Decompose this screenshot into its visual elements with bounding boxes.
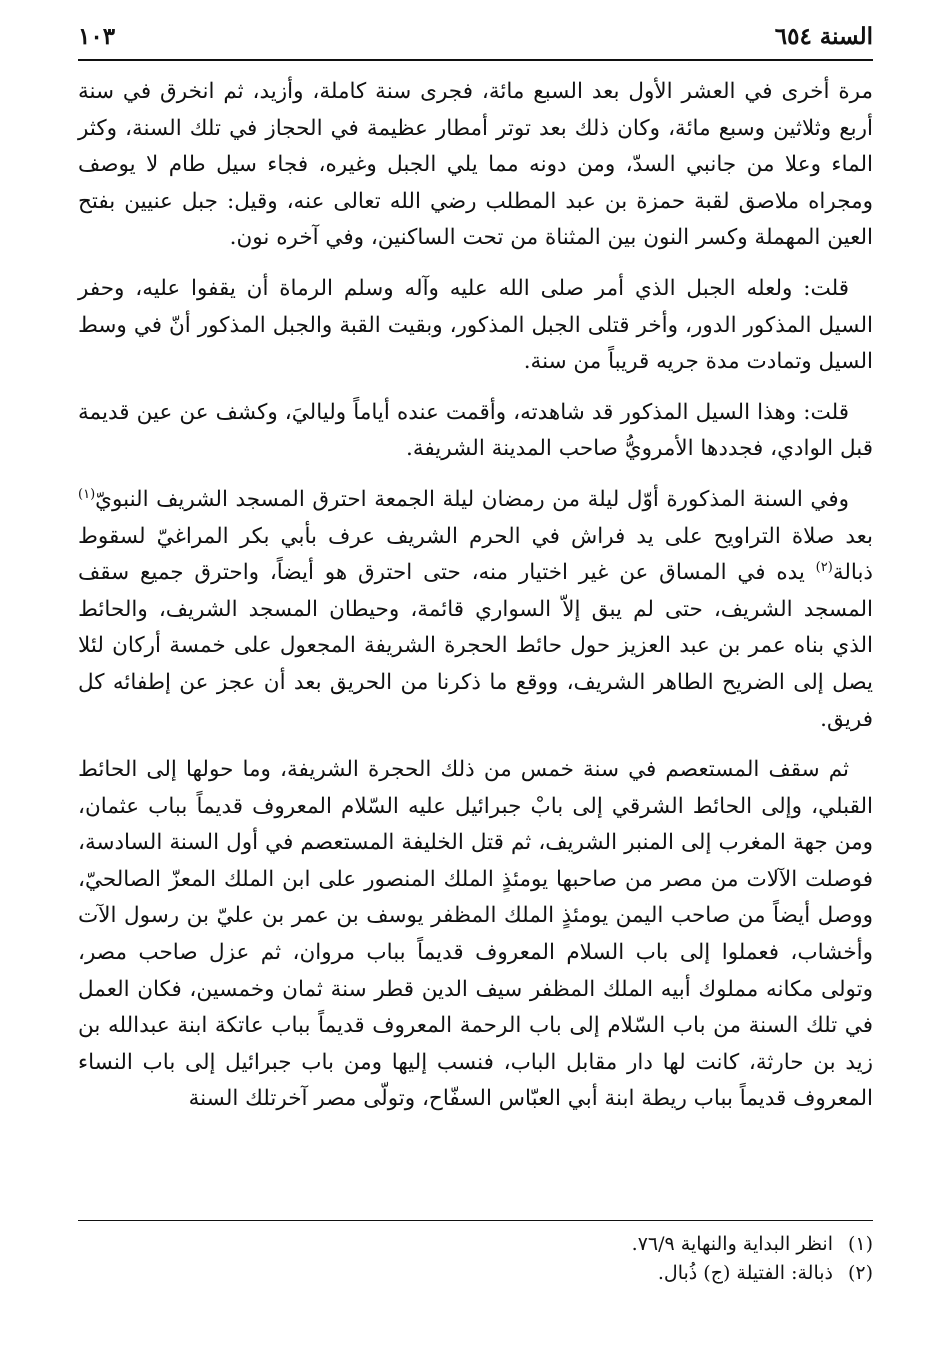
fire-text-3: يده في المساق عن غير اختيار منه، حتى احترق هو أيضاً، واحترق جميع سقف المسجد الشريف، حتى لم يبق إلاّ السواري قائمة، وحيطان المسجد الشريف، والحائط الذي بناه عمر بن عبد العزيز حول حائط الحجرة الشريفة المجعول على خمسة أركان لئلا يصل إلى الضريح الطاهر الشريف، ووقع ما ذكرنا من الحريق بعد أن عجز عن إطفائه كل فريق. (78, 560, 873, 732)
footnote-rule (78, 1220, 873, 1221)
footnote-number: (٢) (847, 1262, 873, 1284)
fire-text-2: بعد صلاة التراويح على يد فراش في الحرم الشريف عرف بأبي بكر المراغيّ لسقوط ذبالة (78, 523, 873, 586)
page-number: ١٠٣ (78, 23, 116, 50)
footnote-number: (١) (847, 1233, 873, 1255)
paragraph-roof: ثم سقف المستعصم في سنة خمس من ذلك الحجرة الشريفة، وما حولها إلى الحائط القبلي، وإلى الحائط الشرقي إلى بابْ جبرائيل عليه السّلام المعروف قديماً بباب عثمان، ومن جهة المغرب إلى المنبر الشريف، ثم قتل الخليفة المستعصم في أول السنة السادسة، فوصلت الآلات من مصر من صاحبها يومئذٍ الملك المنصور على ابن الملك المعزّ الصالحيّ، ووصل أيضاً من صاحب اليمن يومئذٍ الملك المظفر يوسف بن عمر بن عليّ بن رسول الآت وأخشاب، فعملوا إلى باب السلام المعروف قديماً بباب مروان، ثم عزل صاحب مصر، وتولى مكانه مملوك أبيه الملك المظفر سيف الدين قطر سنة ثمان وخمسين، فكان العمل في تلك السنة من باب السّلام إلى باب الرحمة المعروف قديماً بباب عاتكة ابنة عبدالله بن زيد بن حارثة، كانت لها دار مقابل الباب، فنسب إليها ومن باب جبرائيل إلى باب النساء المعروف قديماً بباب ريطة ابنة أبي العبّاس السفّاح، وتولّى مصر آخرتلك السنة (78, 757, 873, 1112)
footnote-1 (78, 1230, 873, 1259)
footnotes (78, 1230, 873, 1288)
footnote-area (78, 22, 873, 1342)
footnote-text: ذبالة: الفتيلة (ج) ذُبال. (657, 1262, 833, 1284)
paragraph-mountain: قلت: ولعله الجبل الذي أمر صلى الله عليه وآله وسلم الرماة أن يقفوا عليه، وحفر السيل المذكور الدور، وأخر قتلى الجبل المذكور، وبقيت القبة والجبل المذكور أنّ في وسط السيل وتمادت مدة جريه قريباً من سنة. (78, 275, 873, 375)
footnote-ref-2[interactable]: (٢) (815, 559, 833, 575)
paragraph-spring: قلت: وهذا السيل المذكور قد شاهدته، وأقمت عنده أياماً ولياليَ، وكشف عن عين قديمة قبل الوادي، فجددها الأمرويُّ صاحب المدينة الشريفة. (78, 399, 873, 462)
running-head-year: السنة ٦٥٤ (774, 23, 873, 50)
fire-text-1: وفي السنة المذكورة أوّل ليلة من رمضان ليلة الجمعة احترق المسجد الشريف النبويّ (95, 486, 849, 512)
footnote-2 (78, 1259, 873, 1288)
footnote-text: انظر البداية والنهاية ٧٦/٩. (631, 1233, 833, 1255)
footnote-ref-1[interactable]: (١) (78, 486, 96, 502)
paragraph-flood: مرة أخرى في العشر الأول بعد السبع مائة، فجرى سنة كاملة، وأزيد، ثم انخرق في سنة أربع وثلاثين وسبع مائة، وكان ذلك بعد توتر أمطار عظيمة في الحجاز في تلك السنة، وكثر الماء وعلا من جانبي السدّ، ومن دونه مما يلي الجبل وغيره، فجاء سيل طام لا يوصف ومجراه ملاصق لقبة حمزة بن عبد المطلب رضي الله تعالى عنه، وقيل: جبل عنيين بفتح العين المهملة وكسر النون بين المثناة من تحت الساكنين، وفي آخره نون. (78, 79, 873, 251)
